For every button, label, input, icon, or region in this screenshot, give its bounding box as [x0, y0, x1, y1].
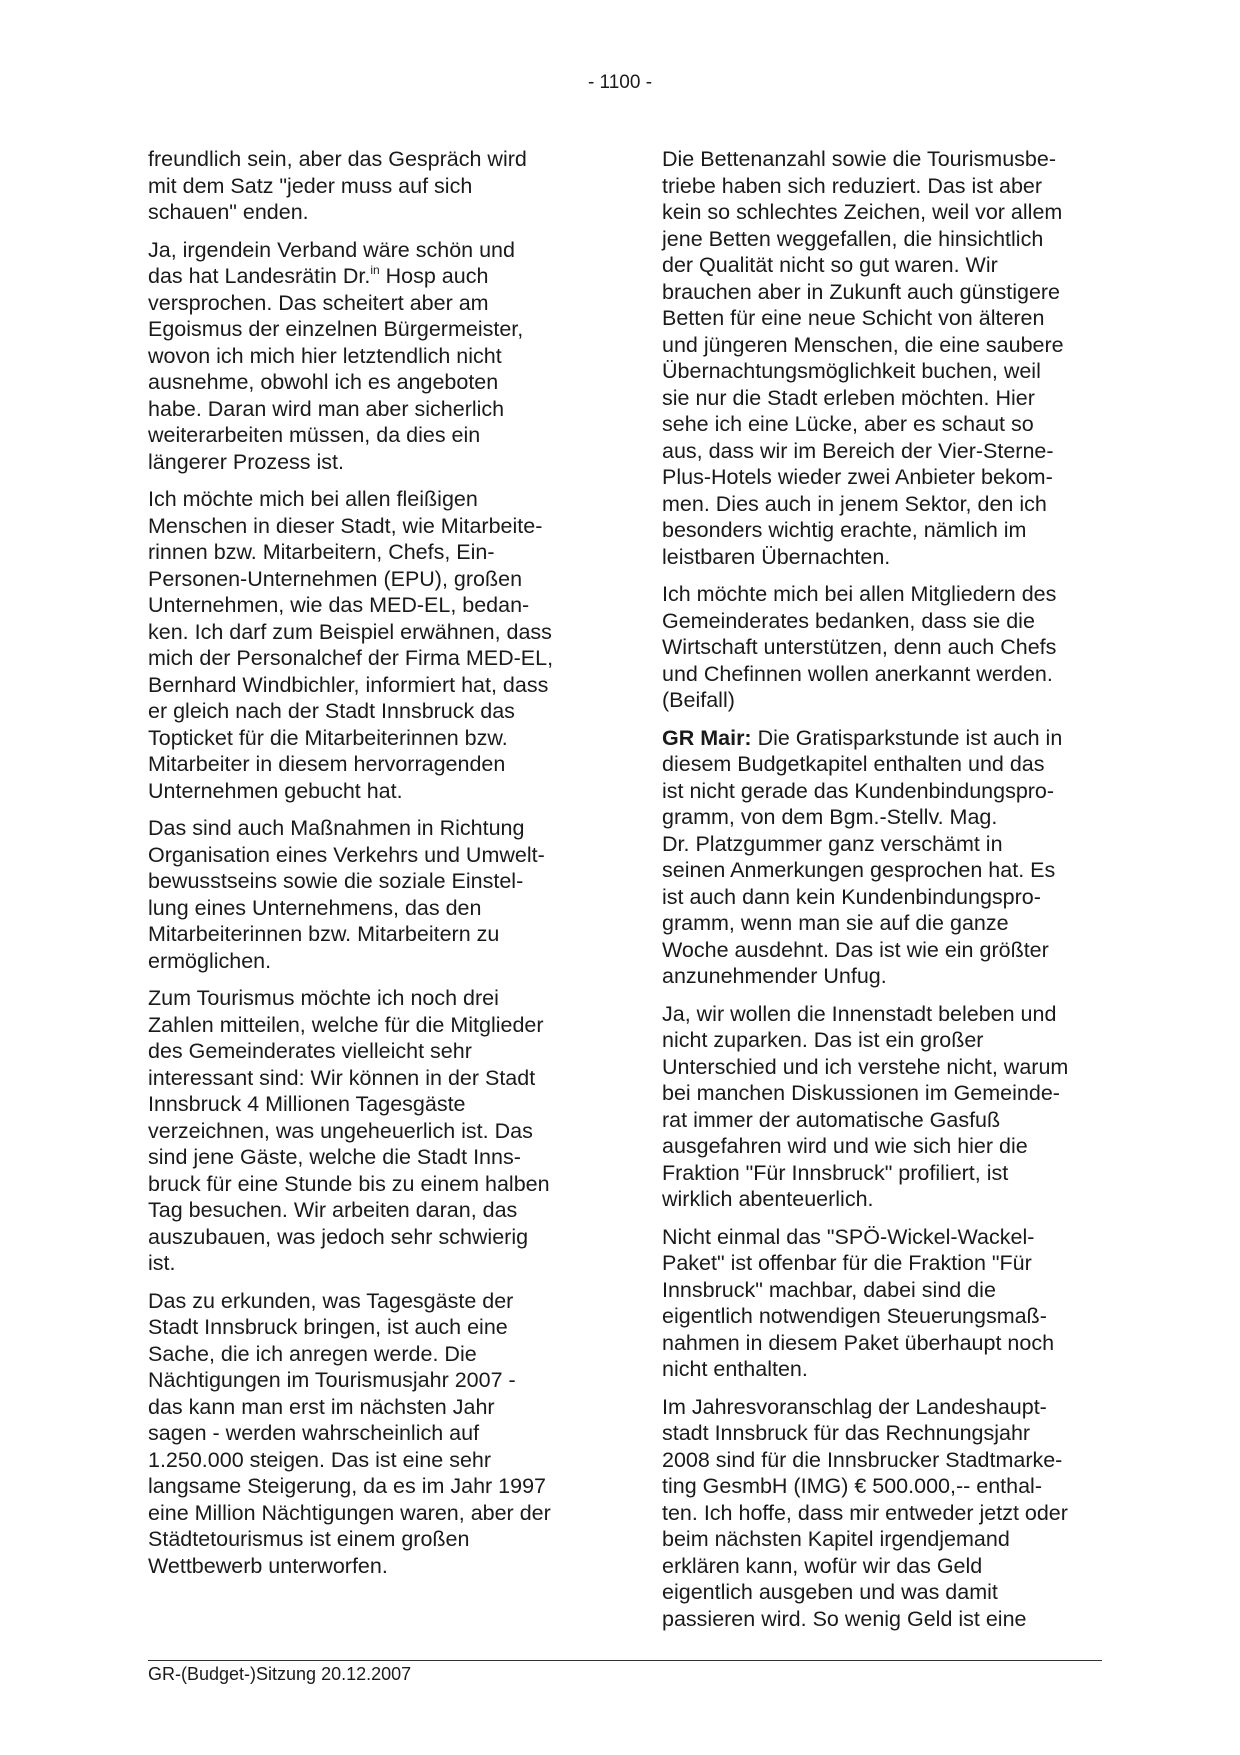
paragraph	[662, 1224, 1102, 1383]
text-line: Betten für eine neue Schicht von älteren	[662, 306, 1045, 330]
text-line: Bernhard Windbichler, informiert hat, dass	[148, 672, 549, 697]
text-line: Die Bettenanzahl sowie die Tourismusbe-	[662, 147, 1056, 171]
paragraph	[148, 1288, 588, 1580]
text-line: eigentlich ausgeben und was damit	[662, 1580, 998, 1604]
text-line: mit dem Satz "jeder muss auf sich	[148, 173, 473, 198]
text-line: Ich möchte mich bei allen Mitgliedern des	[662, 582, 1057, 606]
text-line: GR Mair: Die Gratisparkstunde ist auch in	[662, 725, 1063, 750]
text-line: kein so schlechtes Zeichen, weil vor allem	[662, 200, 1063, 224]
text-line: gramm, wenn man sie auf die ganze	[662, 911, 1009, 935]
text-line: das kann man erst im nächsten Jahr	[148, 1394, 495, 1419]
text-line: bewusstseins sowie die soziale Einstel-	[148, 869, 524, 893]
text-line: Wirtschaft unterstützen, denn auch Chefs	[662, 635, 1057, 659]
text-line: bruck für eine Stunde bis zu einem halben	[148, 1171, 550, 1196]
text-line: (Beifall)	[662, 688, 735, 712]
text-line: des Gemeinderates vielleicht sehr	[148, 1039, 472, 1063]
text-line: Unternehmen, wie das MED-EL, bedan-	[148, 593, 530, 617]
text-line: langsame Steigerung, da es im Jahr 1997	[148, 1474, 546, 1498]
text-line: jene Betten weggefallen, die hinsichtlich	[662, 226, 1044, 251]
paragraph	[148, 146, 588, 226]
text-line: Plus-Hotels wieder zwei Anbieter bekom-	[662, 465, 1053, 489]
text-line: besonders wichtig erachte, nämlich im	[662, 518, 1027, 542]
text-line: Fraktion "Für Innsbruck" profiliert, ist	[662, 1160, 1009, 1185]
text-line: nicht zuparken. Das ist ein großer	[662, 1028, 984, 1052]
text-line: Stadt Innsbruck bringen, ist auch eine	[148, 1315, 508, 1339]
text-line: Mitarbeiterinnen bzw. Mitarbeitern zu	[148, 922, 500, 946]
text-line: Unternehmen gebucht hat.	[148, 778, 403, 803]
text-line: Nicht einmal das "SPÖ-Wickel-Wackel-	[662, 1224, 1035, 1249]
text-line: auszubauen, was jedoch sehr schwierig	[148, 1224, 529, 1249]
text-line: lung eines Unternehmens, das den	[148, 895, 482, 920]
text-line: der Qualität nicht so gut waren. Wir	[662, 253, 998, 277]
text-line: Wettbewerb unterworfen.	[148, 1553, 388, 1578]
text-line: sehe ich eine Lücke, aber es schaut so	[662, 412, 1034, 436]
text-line: rat immer der automatische Gasfuß	[662, 1107, 1001, 1132]
text-line: triebe haben sich reduziert. Das ist aber	[662, 173, 1043, 198]
text-line: 1.250.000 steigen. Das ist eine sehr	[148, 1447, 492, 1472]
text-line: Ja, irgendein Verband wäre schön und	[148, 237, 515, 262]
footer-divider	[148, 1660, 1102, 1661]
text-line: und Chefinnen wollen anerkannt werden.	[662, 661, 1053, 686]
page-number: - 1100 -	[587, 72, 653, 93]
text-line: leistbaren Übernachten.	[662, 544, 891, 569]
text-line: interessant sind: Wir können in der Stadt	[148, 1065, 536, 1090]
text-line: diesem Budgetkapitel enthalten und das	[662, 752, 1045, 776]
text-line: anzunehmender Unfug.	[662, 964, 887, 988]
text-line: Topticket für die Mitarbeiterinnen bzw.	[148, 725, 508, 750]
text-line: Egoismus der einzelnen Bürgermeister,	[148, 317, 524, 341]
text-line: aus, dass wir im Bereich der Vier-Sterne-	[662, 438, 1054, 463]
text-line: ist auch dann kein Kundenbindungspro-	[662, 884, 1041, 909]
text-line: versprochen. Das scheitert aber am	[148, 290, 489, 315]
text-line: Im Jahresvoranschlag der Landeshaupt-	[662, 1394, 1047, 1419]
text-line: passieren wird. So wenig Geld ist eine	[662, 1606, 1027, 1631]
text-line: Ich möchte mich bei allen fleißigen	[148, 487, 478, 511]
text-line: freundlich sein, aber das Gespräch wird	[148, 147, 527, 171]
text-line: Innsbruck 4 Millionen Tagesgäste	[148, 1092, 466, 1116]
text-line: Woche ausdehnt. Das ist wie ein größter	[662, 937, 1049, 962]
text-line: brauchen aber in Zukunft auch günstigere	[662, 279, 1061, 304]
paragraph	[662, 1394, 1102, 1633]
text-line: Organisation eines Verkehrs und Umwelt-	[148, 842, 545, 867]
text-line: und jüngeren Menschen, die eine saubere	[662, 332, 1064, 357]
text-line: Paket" ist offenbar für die Fraktion "Für	[662, 1251, 1032, 1275]
text-line: Gemeinderates bedanken, dass sie die	[662, 608, 1035, 633]
text-line: ermöglichen.	[148, 948, 272, 973]
right-column	[662, 146, 1102, 1643]
paragraph	[662, 581, 1102, 714]
text-line: Das zu erkunden, was Tagesgäste der	[148, 1288, 514, 1313]
text-line: Sache, die ich anregen werde. Die	[148, 1341, 477, 1366]
text-line: Zum Tourismus möchte ich noch drei	[148, 986, 499, 1010]
paragraph	[662, 725, 1102, 990]
text-line: habe. Daran wird man aber sicherlich	[148, 396, 505, 421]
text-line: men. Dies auch in jenem Sektor, den ich	[662, 491, 1047, 516]
text-line: Übernachtungsmöglichkeit buchen, weil	[662, 359, 1041, 383]
paragraph	[662, 1001, 1102, 1213]
superscript: in	[370, 263, 380, 277]
text-line: ist nicht gerade das Kundenbindungspro-	[662, 778, 1055, 803]
text-line: ten. Ich hoffe, dass mir entweder jetzt oder	[662, 1500, 1068, 1525]
text-line: ting GesmbH (IMG) € 500.000,-- enthal-	[662, 1474, 1042, 1498]
text-line: rinnen bzw. Mitarbeitern, Chefs, Ein-	[148, 540, 495, 564]
text-line: erklären kann, wofür wir das Geld	[662, 1553, 983, 1578]
text-line: weiterarbeiten müssen, da dies ein	[148, 423, 481, 447]
text-line: Unterschied und ich verstehe nicht, warum	[662, 1054, 1069, 1079]
text-line: sind jene Gäste, welche die Stadt Inns-	[148, 1145, 521, 1169]
text-line: ist.	[148, 1251, 176, 1275]
paragraph	[148, 237, 588, 476]
text-line: sagen - werden wahrscheinlich auf	[148, 1421, 480, 1445]
text-line: das hat Landesrätin Dr.$^{in}$ Hosp auch	[148, 263, 489, 288]
paragraph	[148, 985, 588, 1277]
text-line: Menschen in dieser Stadt, wie Mitarbeite-	[148, 513, 543, 538]
text-line: Tag besuchen. Wir arbeiten daran, das	[148, 1198, 518, 1222]
text-line: mich der Personalchef der Firma MED-EL,	[148, 646, 554, 670]
text-line: 2008 sind für die Innsbrucker Stadtmarke-	[662, 1447, 1063, 1472]
text-line: verzeichnen, was ungeheuerlich ist. Das	[148, 1118, 533, 1143]
text-line: stadt Innsbruck für das Rechnungsjahr	[662, 1421, 1031, 1445]
text-line: schauen" enden.	[148, 200, 309, 224]
text-line: er gleich nach der Stadt Innsbruck das	[148, 699, 515, 723]
text-line: Zahlen mitteilen, welche für die Mitglieder	[148, 1012, 544, 1037]
text-line: Dr. Platzgummer ganz verschämt in	[662, 831, 1003, 856]
text-line: längerer Prozess ist.	[148, 449, 344, 474]
text-line: wovon ich mich hier letztendlich nicht	[148, 343, 502, 368]
text-line: wirklich abenteuerlich.	[662, 1187, 874, 1211]
text-line: Ja, wir wollen die Innenstadt beleben und	[662, 1001, 1057, 1026]
text-line: nicht enthalten.	[662, 1357, 808, 1381]
text-line: Mitarbeiter in diesem hervorragenden	[148, 752, 506, 776]
text-line: Städtetourismus ist einem großen	[148, 1527, 470, 1551]
text-line: seinen Anmerkungen gesprochen hat. Es	[662, 858, 1056, 882]
text-line: beim nächsten Kapitel irgendjemand	[662, 1527, 1010, 1551]
paragraph	[148, 815, 588, 974]
text-line: ken. Ich darf zum Beispiel erwähnen, dass	[148, 619, 552, 644]
text-line: Das sind auch Maßnahmen in Richtung	[148, 816, 525, 840]
text-line: ausgefahren wird und wie sich hier die	[662, 1134, 1028, 1158]
paragraph	[662, 146, 1102, 570]
text-line: Nächtigungen im Tourismusjahr 2007 -	[148, 1368, 516, 1392]
text-line: gramm, von dem Bgm.-Stellv. Mag.	[662, 805, 998, 829]
text-line: sie nur die Stadt erleben möchten. Hier	[662, 385, 1035, 410]
left-column	[148, 146, 588, 1590]
text-line: nahmen in diesem Paket überhaupt noch	[662, 1330, 1055, 1355]
footer-session-label: GR-(Budget-)Sitzung 20.12.2007	[148, 1664, 412, 1684]
text-line: eine Million Nächtigungen waren, aber der	[148, 1500, 551, 1525]
text-line: ausnehme, obwohl ich es angeboten	[148, 370, 499, 394]
text-line: Innsbruck" machbar, dabei sind die	[662, 1277, 996, 1302]
text-line: eigentlich notwendigen Steuerungsmaß-	[662, 1304, 1047, 1328]
text-line: Personen-Unternehmen (EPU), großen	[148, 566, 523, 591]
paragraph	[148, 486, 588, 804]
speaker-name: GR Mair:	[662, 725, 752, 750]
text-line: bei manchen Diskussionen im Gemeinde-	[662, 1081, 1060, 1105]
